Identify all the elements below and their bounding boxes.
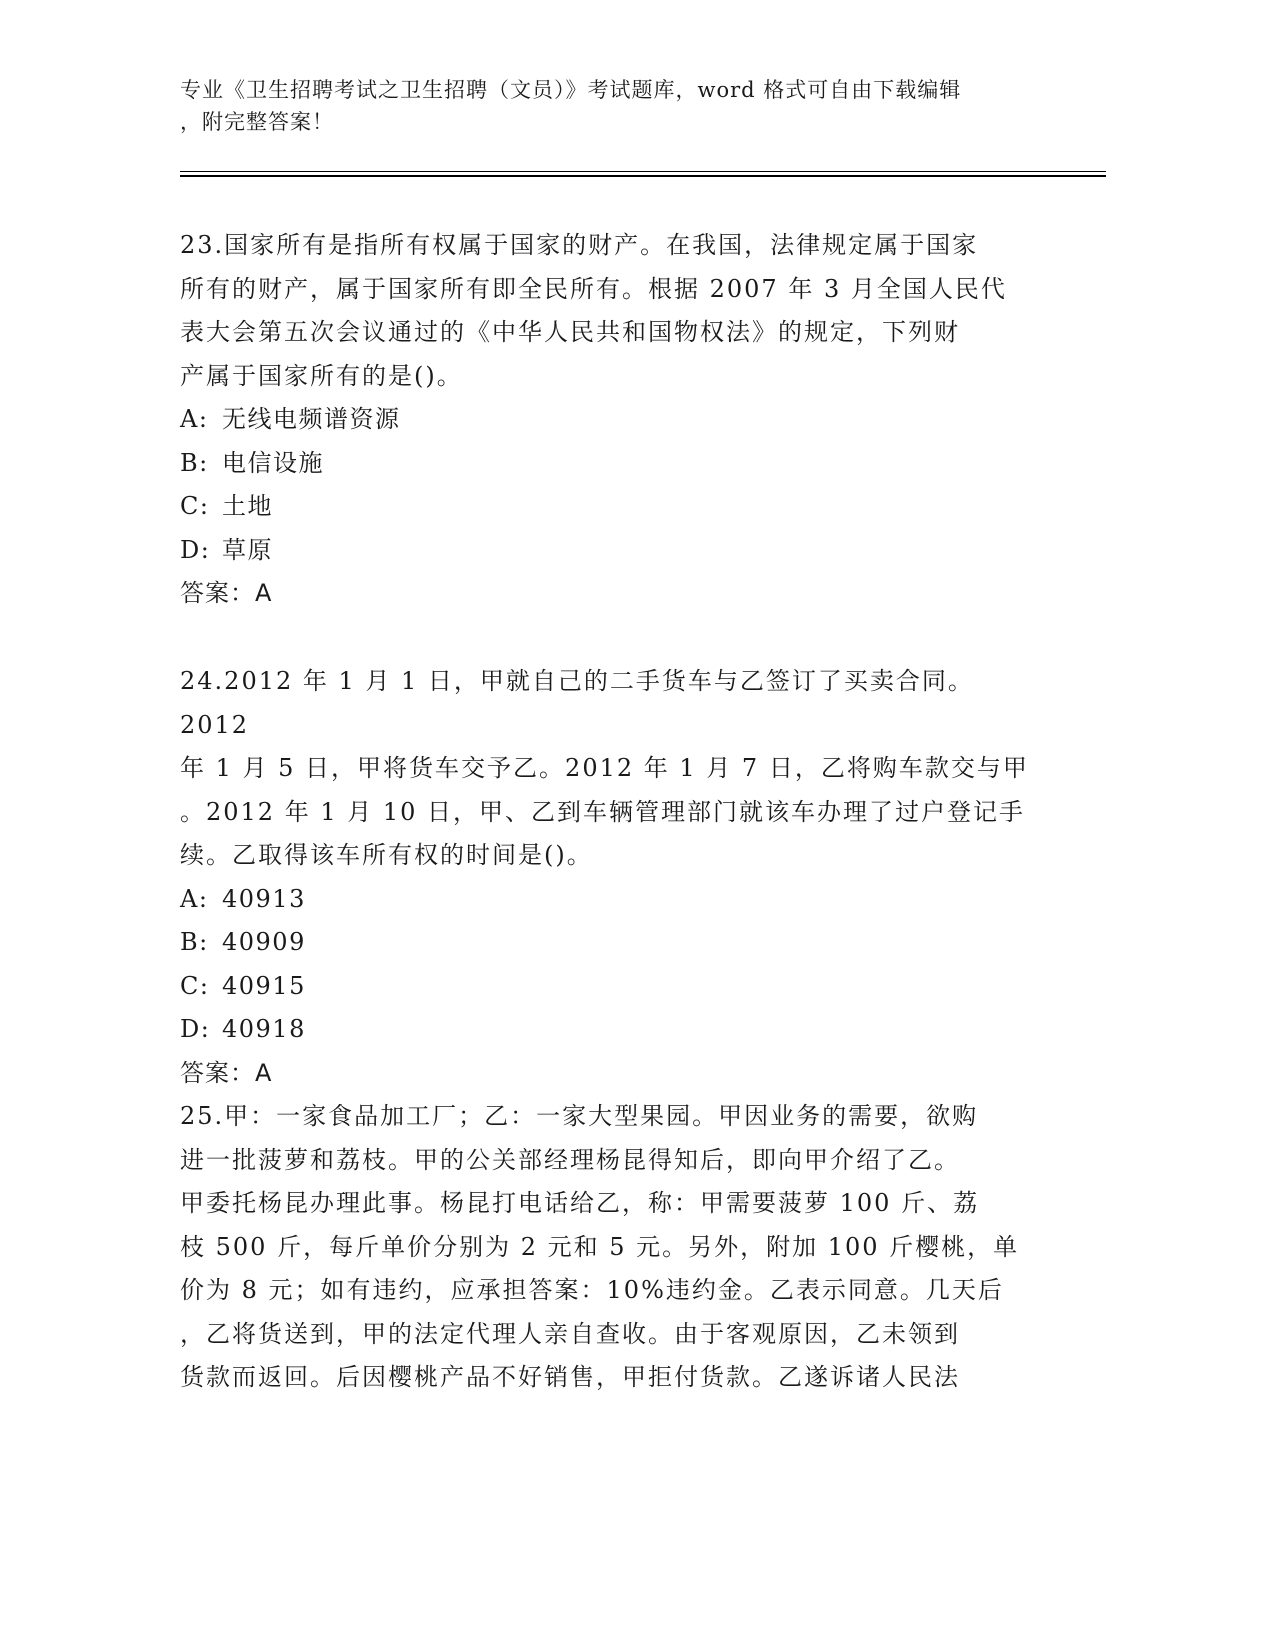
option-text: 40918 xyxy=(222,1015,306,1043)
option-key: A: xyxy=(180,405,209,433)
question-stem: 24.2012 年 1 月 1 日，甲就自己的二手货车与乙签订了买卖合同。2012 年 1 月 5 日，甲将货车交予乙。2012 年 1 月 7 日，乙将购车款交与甲 。2012 年 1 月 10 日，甲、乙到车辆管理部门就该车办理了过户登记手 续。乙取得该车所有权的时间是()。 xyxy=(180,667,1029,869)
option-text: 40913 xyxy=(222,884,306,913)
option-a xyxy=(180,398,1040,442)
option-c xyxy=(180,485,1040,529)
option-text: 40909 xyxy=(222,928,306,956)
option-text: 电信设施 xyxy=(222,448,324,477)
option-key: D: xyxy=(180,1015,211,1043)
answer-label: 答案：A xyxy=(180,579,273,607)
header-rule-bottom xyxy=(180,175,1106,177)
question-stem: 23.国家所有是指所有权属于国家的财产。在我国，法律规定属于国家 所有的财产，属于国家所有即全民所有。根据 2007 年 3 月全国人民代 表大会第五次会议通过的《中华人民共和国物权法》的规定，下列财 产属于国家所有的是()。 xyxy=(180,231,1007,390)
header-rule-top xyxy=(180,171,1106,172)
question-23 xyxy=(180,224,1040,616)
option-text: 40915 xyxy=(222,971,306,1000)
question-stem: 25.甲：一家食品加工厂；乙：一家大型果园。甲因业务的需要，欲购 进一批菠萝和荔枝。甲的公关部经理杨昆得知后，即向甲介绍了乙。 甲委托杨昆办理此事。杨昆打电话给乙，称：甲需要菠萝 100 斤、荔 枝 500 斤，每斤单价分别为 2 元和 5 元。另外，附加 100 斤樱桃，单 价为 8 元；如有违约，应承担答案：10%违约金。乙表示同意。几天后 ，乙将货送到，甲的法定代理人亲自查收。由于客观原因，乙未领到 货款而返回。后因樱桃产品不好销售，甲拒付货款。乙遂诉诸人民法 xyxy=(180,1102,1020,1391)
option-key: B: xyxy=(180,928,209,956)
option-d xyxy=(180,1008,1040,1052)
option-text: 无线电频谱资源 xyxy=(222,405,401,433)
option-key: B: xyxy=(180,448,209,477)
option-key: A: xyxy=(180,884,209,913)
option-key: C: xyxy=(180,492,210,520)
option-a xyxy=(180,878,1040,922)
option-b xyxy=(180,442,1040,486)
option-key: D: xyxy=(180,535,211,564)
option-key: C: xyxy=(180,971,210,1000)
question-24 xyxy=(180,660,1040,1095)
question-25 xyxy=(180,1095,1040,1400)
page-header: 专业《卫生招聘考试之卫生招聘（文员）》考试题库，word 格式可自由下载编辑 ，附完整答案！ xyxy=(180,78,962,134)
option-text: 土地 xyxy=(222,492,273,520)
option-d xyxy=(180,529,1040,573)
answer-label: 答案：A xyxy=(180,1058,273,1087)
option-text: 草原 xyxy=(222,535,273,564)
option-c xyxy=(180,965,1040,1009)
option-b xyxy=(180,921,1040,965)
